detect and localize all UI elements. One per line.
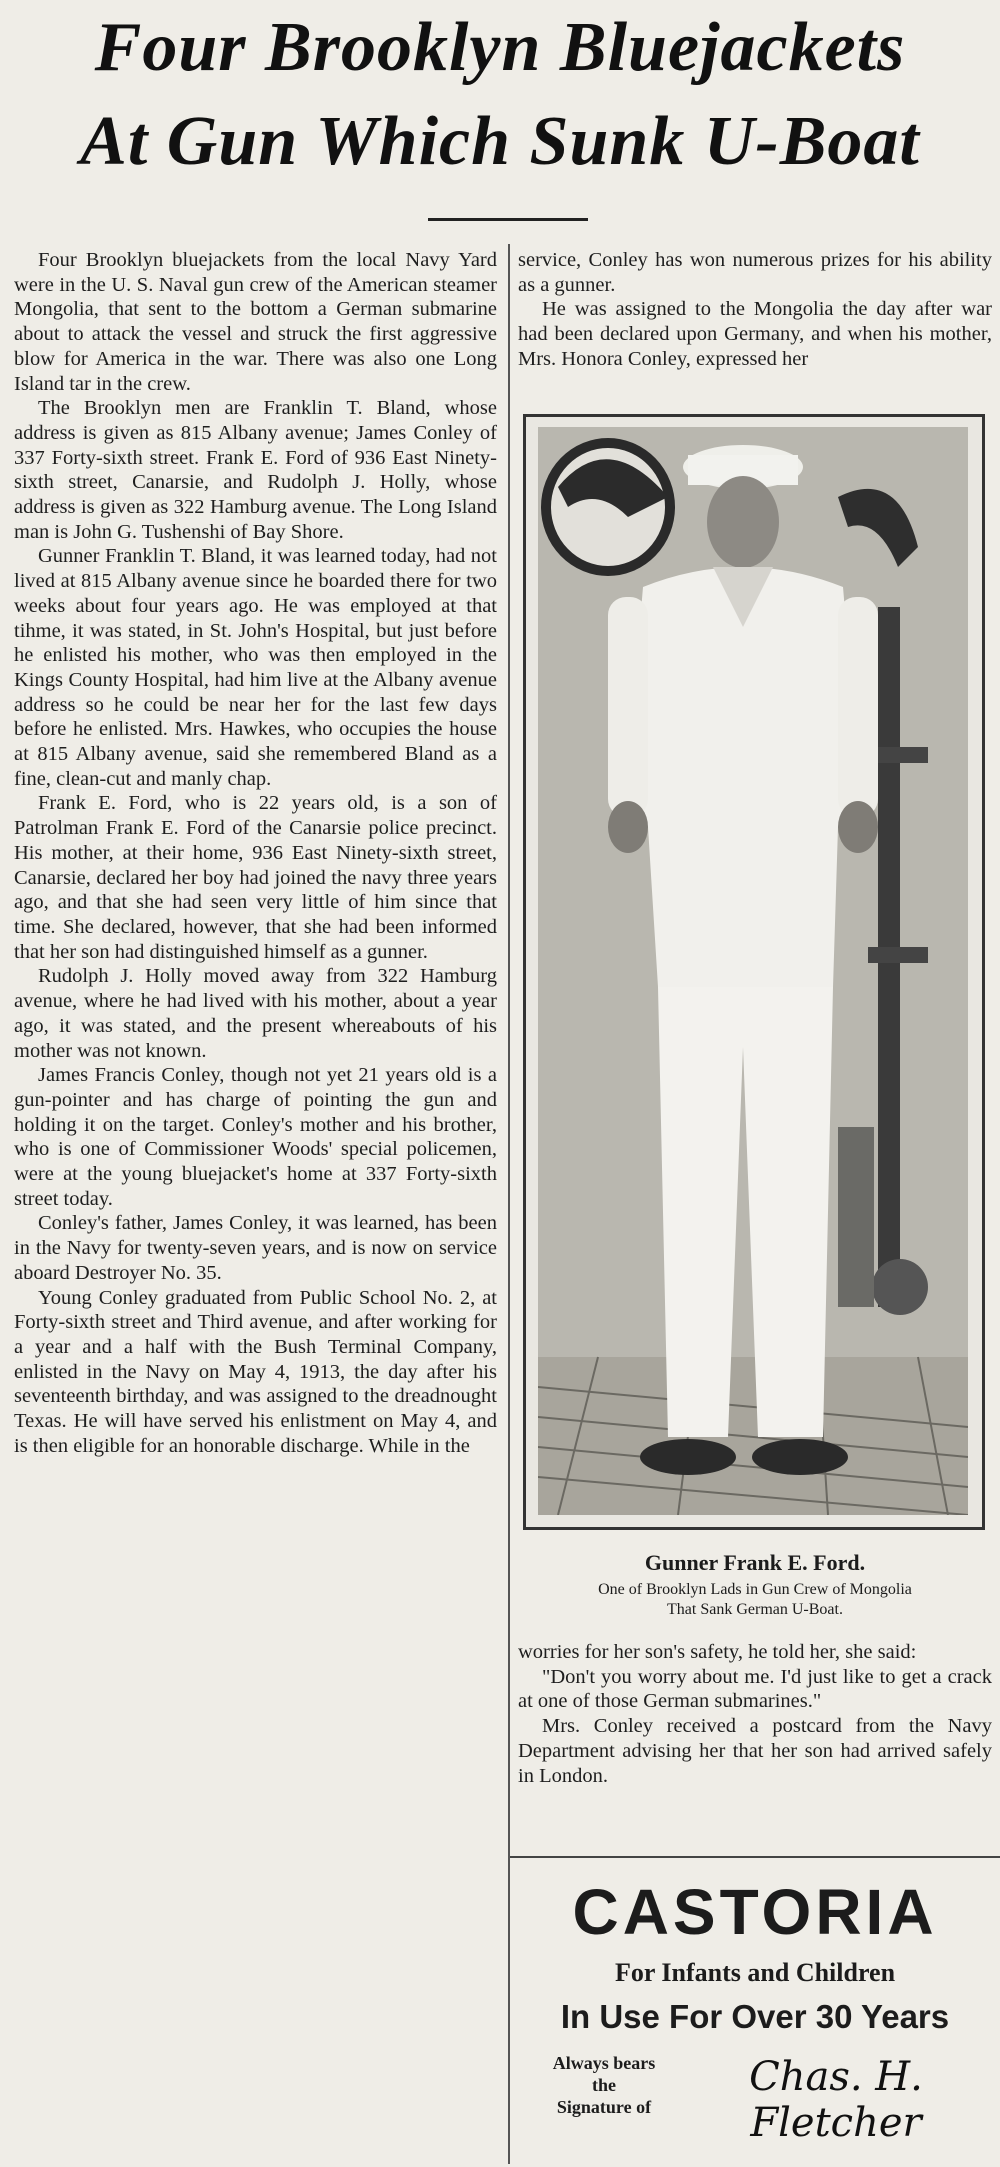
article-right-column-bottom [518,1640,992,1788]
photo-caption [518,1580,992,1620]
signature-text: Chas. H. Fletcher [749,2054,923,2146]
photo-caption-line: That Sank German U-Boat. [667,1601,843,1618]
article-paragraph: Gunner Franklin T. Bland, it was learned today, had not lived at 815 Albany avenue since he boarded there for two weeks about four years ago. He was employed at that tihme, it was stated, in St. John's Hospital, but just before he enlisted his mother, who was then employed in the Kings County Hospital, had him live at the Albany avenue address so he could be near her for the last few days before he enlisted. Mrs. Hawkes, who occupies the house at 815 Albany avenue, said she remembered Bland as a fine, clean-cut and manly chap. [14,545,497,790]
article-paragraph: Four Brooklyn bluejackets from the local Navy Yard were in the U. S. Naval gun crew of the American steamer Mongolia, that sent to the bottom a German submarine about to attack the vessel and struck the first aggressive blow for America in the war. There was also one Long Island tar in the crew. [14,249,497,395]
headline-line-1: Four Brooklyn Bluejackets [94,9,906,86]
advertisement-signature [686,2048,986,2146]
advertisement-signature-label: Signature of [556,2097,652,2117]
photo-caption-title: Gunner Frank E. Ford. [644,1550,866,1575]
sailor-photo-illustration [538,427,968,1515]
advertisement-line: In Use For Over 30 Years [560,1998,950,2035]
article-right-column-top [518,248,992,372]
article-paragraph: The Brooklyn men are Franklin T. Bland, whose address is given as 815 Albany avenue; James Conley of 337 Forty-sixth street. Frank E. Ford of 936 East Ninety-sixth street, Canarsie, and Rudolph J. Holly, whose address is given as 322 Hamburg avenue. The Long Island man is John G. Tushenshi of Bay Shore. [14,397,497,543]
photo-caption-line: One of Brooklyn Lads in Gun Crew of Mongolia [598,1581,912,1598]
photo-frame [523,414,985,1530]
article-paragraph: service, Conley has won numerous prizes for his ability as a gunner. [518,249,992,296]
sailor-photo [538,427,968,1515]
advertisement-always: Always bears [552,2053,656,2073]
advertisement-rule [510,1856,1000,1858]
article-paragraph: Young Conley graduated from Public School No. 2, at Forty-sixth street and Third avenue, and after working for a year and a half with the Bush Terminal Company, enlisted in the Navy on May 4, 1913, the day after his seventeenth birthday, and was assigned to the dreadnought Texas. He will have served his enlistment on May 4, and is then eligible for an honorable discharge. While in the [14,1286,497,1457]
advertisement-title: CASTORIA [572,1876,938,1948]
advertisement-line: For Infants and Children [614,1958,896,1987]
article-paragraph: Mrs. Conley received a postcard from the Navy Department advising her that her son had arrived safely in London. [518,1715,992,1787]
article-paragraph: Rudolph J. Holly moved away from 322 Hamburg avenue, where he had lived with his mother, about a year ago, it was stated, and the present whereabouts of his mother was not known. [14,965,497,1062]
advertisement-bears-label [524,2052,684,2118]
article-paragraph: "Don't you worry about me. I'd just like to get a crack at one of those German submarines." [518,1665,992,1713]
article-paragraph: James Francis Conley, though not yet 21 years old is a gun-pointer and has charge of pointing the gun and holding it on the target. Conley's mother and his brother, who is one of Commissioner Woods' special policemen, were at the young bluejacket's home at 337 Forty-sixth street today. [14,1064,497,1210]
article-left-column [14,248,497,1458]
article-paragraph: He was assigned to the Mongolia the day after war had been declared upon Germany, and when his mother, Mrs. Honora Conley, expressed her [518,298,992,370]
article-paragraph: Frank E. Ford, who is 22 years old, is a son of Patrolman Frank E. Ford of the Canarsie police precinct. His mother, at their home, 936 East Ninety-sixth street, Canarsie, declared her boy had joined the navy three years ago, and that she had seen very little of him since that time. She declared, however, that she had been informed that her son had distinguished himself as a gunner. [14,792,497,963]
article-paragraph: worries for her son's safety, he told her, she said: [518,1641,917,1663]
article-paragraph: Conley's father, James Conley, it was learned, has been in the Navy for twenty-seven years, and is now on service aboard Destroyer No. 35. [14,1212,497,1284]
column-divider [508,244,510,2164]
headline-line-2: At Gun Which Sunk U-Boat [80,103,920,180]
headline-rule [428,218,588,221]
advertisement-the: the [592,2075,616,2095]
